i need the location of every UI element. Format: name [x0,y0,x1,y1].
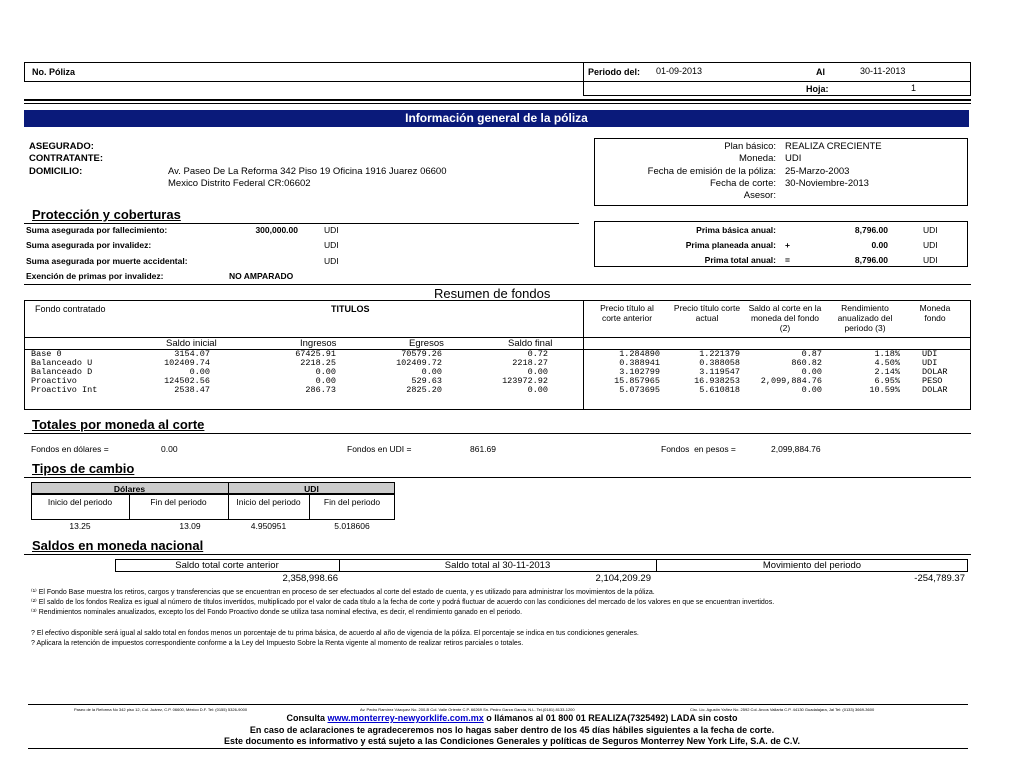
fund-cell-p-ant: 3.102799 [619,367,660,377]
emision-value: 25-Marzo-2003 [785,166,850,177]
invalidez-label: Suma asegurada por invalidez: [26,240,152,250]
invalidez-currency: UDI [324,240,339,250]
fund-cell-ingresos: 0.00 [315,376,336,386]
periodo-inicio: 01-09-2013 [656,66,703,76]
fund-cell-inicial: 124502.56 [164,376,210,386]
no-poliza-label: No. Póliza [32,67,76,77]
fund-cell-moneda: DOLAR [922,367,948,377]
header-box [24,62,971,82]
fund-cell-final: 123972.92 [502,376,548,386]
prima-basica-label: Prima básica anual: [696,225,776,235]
saldo-anterior-header: Saldo total corte anterior [175,560,279,571]
prima-total-label: Prima total anual: [704,255,776,265]
footer-address-2: Av. Pedro Ramírez Vázquez No. 200-B Col. Valle Oriente C.P. 66269 Sn. Pedro Garza García, N.L. Tel.(0181) 8133-1200 [360,707,575,712]
periodo-fin: 30-11-2013 [860,66,906,76]
udi-inicio-value: 4.950951 [250,521,287,531]
fallecimiento-amount: 300,000.00 [255,225,298,235]
plan-value: REALIZA CRECIENTE [785,141,882,152]
saldo-anterior-value: 2,358,998.66 [282,573,338,584]
fund-cell-final: 0.00 [527,367,548,377]
domicilio-line1: Av. Paseo De La Reforma 342 Piso 19 Oficina 1916 Juarez 06600 [168,166,447,177]
saldo-total-value: 2,104,209.29 [595,573,651,584]
fund-cell-moneda: DOLAR [922,385,948,395]
fund-cell-p-act: 5.610818 [699,385,740,395]
aviso-1: ? El efectivo disponible será igual al saldo total en fondos menos un porcentaje de tu prima básica, de acuerdo al año de vigencia de la póliza. El porcentaje se indica en tus condiciones generales. [31,630,639,637]
fund-cell-ingresos: 286.73 [305,385,336,395]
precio-anterior-header: Precio título al corte anterior [600,303,654,323]
fund-cell-final: 0.00 [527,385,548,395]
movimiento-header: Movimiento del periodo [762,560,862,571]
hoja-value: 1 [911,83,917,93]
nota-2: ⁽²⁾ El saldo de los fondos Realiza es igual al número de títulos invertidos, multiplicado por el valor de cada título a la fecha de corte y podrá fluctuar de acuerdo con las condiciones del mercado de los valores en que se encuentran invertidos. [31,599,775,606]
consulta-post: o llámanos al 01 800 01 REALIZA(7325492) LADA sin costo [483,713,738,723]
fund-cell-inicial: 102409.74 [164,358,210,368]
asesor-label: Asesor: [743,190,776,201]
footer-address-1: Paseo de la Reforma No 342 piso 12, Col. Juárez, C.P. 06600, México D.F. Tel: (0155) 5326-9000 [74,707,248,712]
moneda-header: Moneda fondo [919,303,951,323]
info-banner: Información general de la póliza [24,110,969,127]
fund-cell-egresos: 70579.26 [401,349,442,359]
fund-cell-p-act: 3.119547 [699,367,740,377]
prima-total-sign: = [785,255,790,265]
fund-cell-p-act: 1.221379 [699,349,740,359]
al-label: Al [816,67,825,77]
nota-3: ⁽³⁾ Rendimientos nominales anualizados, excepto los del Fondo Proactivo donde se utiliza tasa nominal efectiva, es decir, el rendimiento ganado en el periodo. [31,609,523,616]
fondos-dolares-value: 0.00 [161,444,178,454]
fund-cell-fondo: Balanceado U [31,358,93,368]
fund-cell-fondo: Balanceado D [31,367,93,377]
dolares-header: Dólares [113,484,146,494]
emision-label: Fecha de emisión de la póliza: [647,166,776,177]
fund-cell-saldo: 0.00 [801,385,822,395]
fondos-dolares-label: Fondos en dólares = [31,444,109,454]
resumen-title: Resumen de fondos [434,286,551,301]
prima-basica-amount: 8,796.00 [854,225,888,235]
moneda-value: UDI [785,153,802,164]
avisos [31,629,971,649]
ingresos-header: Ingresos [300,338,337,349]
cambio-title: Tipos de cambio [32,461,135,476]
proteccion-title: Protección y coberturas [32,207,181,222]
udi-fin-header: Fin del periodo [323,497,381,507]
prima-planeada-currency: UDI [923,240,938,250]
fund-cell-saldo: 860.82 [791,358,822,368]
fund-cell-ingresos: 0.00 [315,367,336,377]
asegurado-label: ASEGURADO: [29,141,94,152]
fund-cell-fondo: Proactivo [31,376,77,386]
fund-cell-egresos: 0.00 [421,367,442,377]
plan-label: Plan básico: [724,141,776,152]
fund-cell-inicial: 0.00 [189,367,210,377]
nota-1: ⁽¹⁾ El Fondo Base muestra los retiros, cargos y transferencias que se encuentran en proceso de ser efectuados al corte del estado de cuenta, y es utilizado para administrar los movimientos de la póliza. [31,589,655,596]
fund-cell-p-ant: 5.073695 [619,385,660,395]
accidental-label: Suma asegurada por muerte accidental: [26,256,188,266]
rendimiento-header: Rendimiento anualizado del periodo (3) [837,303,893,333]
prima-total-amount: 8,796.00 [854,255,888,265]
titulos-header: TITULOS [331,304,370,314]
dol-inicio-value: 13.25 [69,521,91,531]
saldo-total-header: Saldo total al 30-11-2013 [444,560,551,571]
exencion-label: Exención de primas por invalidez: [26,271,164,281]
fondos-udi-label: Fondos en UDI = [347,444,412,454]
prima-planeada-label: Prima planeada anual: [685,240,776,250]
corte-value: 30-Noviembre-2013 [785,178,869,189]
fund-cell-rend: 1.18% [874,349,900,359]
accidental-currency: UDI [324,256,339,266]
dol-fin-header: Fin del periodo [150,497,207,507]
fund-cell-saldo: 2,099,884.76 [760,376,822,386]
fondos-pesos-value: 2,099,884.76 [771,444,821,454]
saldo-corte-header: Saldo al corte en la moneda del fondo (2) [748,303,822,333]
aviso-2: ? Aplicara la retención de impuestos correspondiente conforme a la Ley del Impuesto Sobre la Renta vigente al momento de realizar retiros parciales o totales. [31,640,524,647]
domicilio-line2: Mexico Distrito Federal CR:06602 [168,178,311,189]
prima-basica-currency: UDI [923,225,938,235]
fund-cell-ingresos: 2218.25 [300,358,336,368]
prima-total-currency: UDI [923,255,938,265]
udi-header: UDI [304,484,319,494]
dol-fin-value: 13.09 [179,521,201,531]
fund-cell-ingresos: 67425.91 [295,349,336,359]
fund-cell-p-act: 0.388058 [699,358,740,368]
corte-label: Fecha de corte: [709,178,776,189]
prima-planeada-amount: 0.00 [871,240,888,250]
fondos-udi-value: 861.69 [470,444,496,454]
saldos-title: Saldos en moneda nacional [32,538,204,553]
egresos-header: Egresos [409,338,444,349]
fund-cell-egresos: 2825.20 [406,385,442,395]
udi-fin-value: 5.018606 [334,521,370,531]
fund-cell-rend: 4.50% [874,358,900,368]
fund-cell-inicial: 3154.07 [174,349,210,359]
footer-consulta [24,713,1000,723]
fondos-pesos-label: Fondos en pesos = [661,444,736,454]
fund-cell-egresos: 102409.72 [396,358,442,368]
fund-cell-egresos: 529.63 [411,376,442,386]
fund-cell-rend: 6.95% [874,376,900,386]
footer-aclaraciones: En caso de aclaraciones te agradeceremos nos lo hagas saber dentro de los 45 días hábiles siguientes a la fecha de corte. [249,725,775,735]
fund-cell-p-ant: 0.388941 [619,358,660,368]
fund-cell-moneda: PESO [922,376,943,386]
domicilio-label: DOMICILIO: [29,166,83,177]
fund-cell-moneda: UDI [922,349,938,359]
prima-planeada-sign: + [785,240,790,250]
fund-cell-final: 2218.27 [512,358,548,368]
saldo-inicial-header: Saldo inicial [166,338,217,349]
fund-cell-saldo: 0.87 [801,349,822,359]
fund-cell-rend: 2.14% [874,367,900,377]
movimiento-value: -254,789.37 [914,573,965,584]
fallecimiento-label: Suma asegurada por fallecimiento: [26,225,168,235]
fund-cell-p-ant: 1.284890 [619,349,660,359]
hoja-label: Hoja: [806,84,829,94]
fund-cell-rend: 10.59% [869,385,900,395]
website-link[interactable]: www.monterrey-newyorklife.com.mx [327,713,484,723]
fund-cell-saldo: 0.00 [801,367,822,377]
periodo-label: Periodo del: [588,67,641,77]
exencion-value: NO AMPARADO [229,271,294,281]
totales-title: Totales por moneda al corte [32,417,205,432]
saldo-final-header: Saldo final [508,338,553,349]
fallecimiento-currency: UDI [324,225,339,235]
udi-inicio-header: Inicio del periodo [236,497,301,507]
moneda-label: Moneda: [739,153,776,164]
fund-cell-fondo: Proactivo Int [31,385,98,395]
fund-cell-final: 0.72 [527,349,548,359]
fund-cell-p-ant: 15.857965 [614,376,660,386]
footer-address-3: Circ. Lic. Agustín Yañez No. 2592 Col. Arcos Vallarta C.P. 44130 Guadalajara, Jal Tel: (0133) 3669-3600 [690,707,875,712]
fondo-contratado-header: Fondo contratado [35,304,106,314]
dol-inicio-header: Inicio del periodo [47,497,113,507]
consulta-pre: Consulta [286,713,328,723]
notas [31,588,971,618]
fund-cell-p-act: 16.938253 [694,376,740,386]
footer-disclaimer: Este documento es informativo y está sujeto a las Condiciones Generales y políticas de Seguros Monterrey New York Life, S.A. de C.V. [223,736,800,746]
contratante-label: CONTRATANTE: [29,153,104,164]
fund-cell-inicial: 2538.47 [174,385,210,395]
fund-cell-moneda: UDI [922,358,938,368]
precio-actual-header: Precio título corte actual [673,303,741,323]
fund-cell-fondo: Base 0 [31,349,62,359]
